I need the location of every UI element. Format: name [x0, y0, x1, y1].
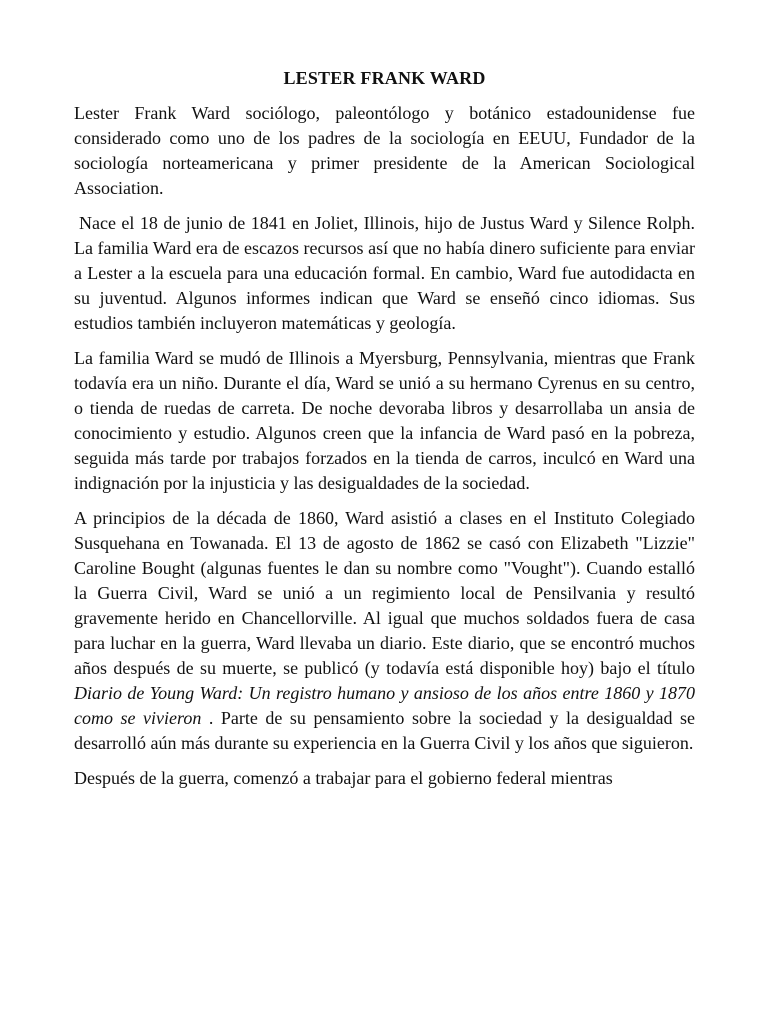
paragraph-birth: Nace el 18 de junio de 1841 en Joliet, Illinois, hijo de Justus Ward y Silence Rolph. La familia Ward era de escazos recursos así que no había dinero suficiente para enviar a Lester a la escuela para una educación formal. En cambio, Ward fue autodidacta en su juventud. Algunos informes indican que Ward se enseñó cinco idiomas. Sus estudios también incluyeron matemáticas y geología.: [74, 213, 695, 333]
paragraph-civil-war-text-start: A principios de la década de 1860, Ward asistió a clases en el Instituto Colegiado Susquehana en Towanada. El 13 de agosto de 1862 se casó con Elizabeth "Lizzie" Caroline Bought (algunas fuentes le dan su nombre como "Vought"). Cuando estalló la Guerra Civil, Ward se unió a un regimiento local de Pensilvania y resultó gravemente herido en Chancellorville. Al igual que muchos soldados fuera de casa para luchar en la guerra, Ward llevaba un diario. Este diario, que se encontró muchos años después de su muerte, se publicó (y todavía está disponible hoy) bajo el título: [74, 508, 695, 678]
paragraph-childhood: La familia Ward se mudó de Illinois a Myersburg, Pennsylvania, mientras que Frank todavía era un niño. Durante el día, Ward se unió a su hermano Cyrenus en su centro, o tienda de ruedas de carreta. De noche devoraba libros y desarrollaba un ansia de conocimiento y estudio. Algunos creen que la infancia de Ward pasó en la pobreza, seguida más tarde por trabajos forzados en la tienda de carros, inculcó en Ward una indignación por la injusticia y las desigualdades de la sociedad.: [74, 348, 695, 493]
paragraph-after-war: Después de la guerra, comenzó a trabajar para el gobierno federal mientras: [74, 768, 613, 788]
diary-book-title: Diario de Young Ward: Un registro humano y ansioso de los años entre 1860 y 1870 como se vivieron: [74, 683, 695, 728]
document-title: LESTER FRANK WARD: [283, 68, 486, 88]
paragraph-civil-war: [74, 506, 695, 756]
paragraph-intro: Lester Frank Ward sociólogo, paleontólogo y botánico estadounidense fue considerado como uno de los padres de la sociología en EEUU, Fundador de la sociología norteamericana y primer presidente de la American Sociological Association.: [74, 103, 695, 198]
paragraph-civil-war-text-end: . Parte de su pensamiento sobre la sociedad y la desigualdad se desarrolló aún más durante su experiencia en la Guerra Civil y los años que siguieron.: [74, 708, 695, 753]
